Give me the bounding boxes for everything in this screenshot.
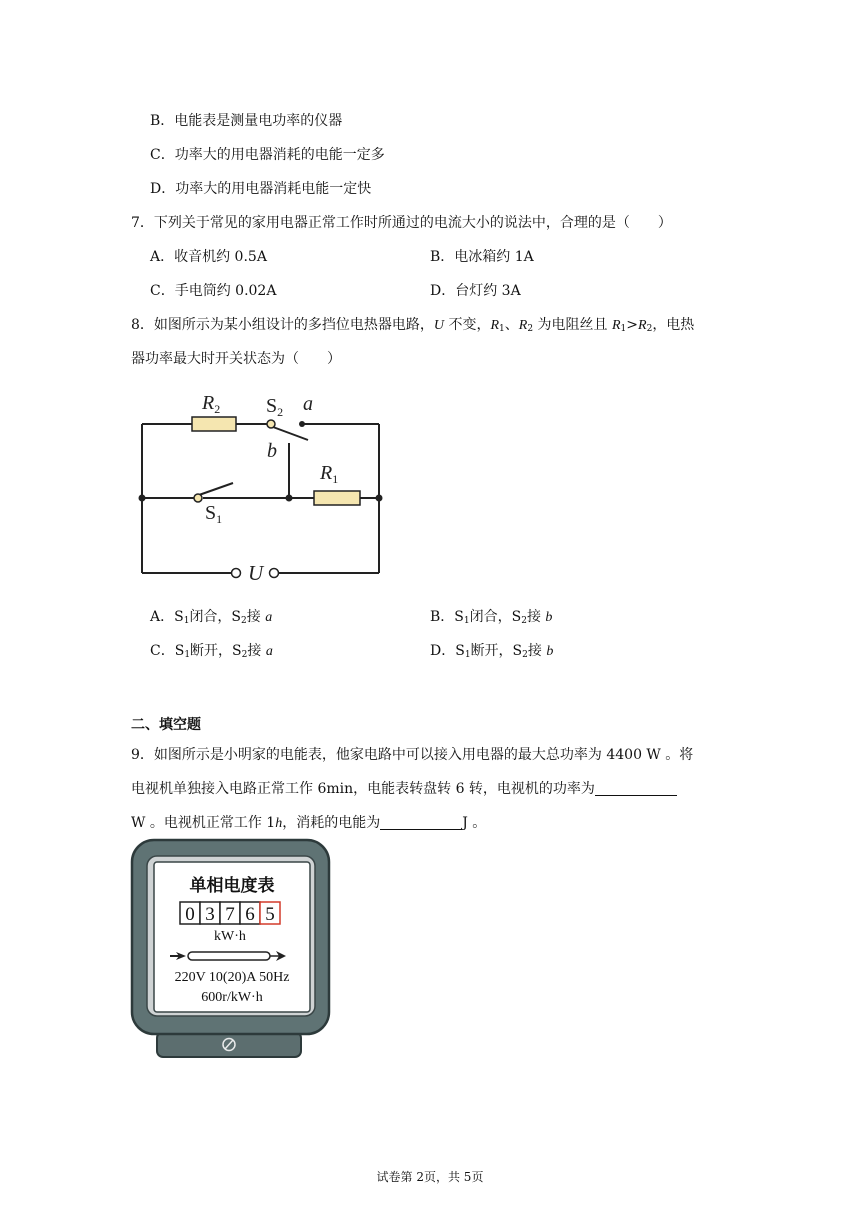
option-contact: a bbox=[265, 610, 273, 625]
option-prefix: A．S bbox=[150, 609, 184, 625]
q9-line3-part2: ，消耗的电能为 bbox=[282, 815, 381, 831]
q8-r2-compare: R bbox=[638, 318, 647, 333]
circuit-diagram bbox=[130, 385, 400, 585]
label-r1: $R_1$ bbox=[320, 462, 339, 486]
label-a: a bbox=[303, 393, 313, 415]
option-post: 接 bbox=[247, 643, 266, 659]
q8-stem-part4: ，电热 bbox=[652, 317, 695, 333]
s2-terminal bbox=[267, 420, 275, 428]
option-prefix: B．S bbox=[430, 609, 464, 625]
q7-option-d: D．台灯约 3A bbox=[430, 283, 521, 299]
meter-digit: 6 bbox=[245, 904, 255, 925]
option-middle: 断开，S bbox=[470, 643, 523, 659]
meter-digit: 7 bbox=[225, 904, 235, 925]
q9-line3-part1: W 。电视机正常工作 1 bbox=[131, 815, 276, 831]
option-sub: 2 bbox=[241, 616, 247, 626]
q8-r1-compare: R bbox=[611, 318, 621, 333]
option-post: 接 bbox=[246, 609, 266, 625]
junction-dot bbox=[139, 495, 146, 502]
meter-digit: 0 bbox=[185, 904, 195, 925]
q7-option-a: A．收音机约 0.5A bbox=[150, 249, 267, 265]
resistor-r2 bbox=[192, 417, 236, 431]
q7-option-b: B．电冰箱约 1A bbox=[430, 249, 534, 265]
q6-option-c: C．功率大的用电器消耗的电能一定多 bbox=[150, 147, 385, 163]
option-prefix: C．S bbox=[150, 643, 185, 659]
meter-spec-rating: 220V 10(20)A 50Hz bbox=[174, 970, 290, 985]
q9-line1: 9．如图所示是小明家的电能表，他家电路中可以接入用电器的最大总功率为 4400 W 。将 bbox=[131, 747, 694, 763]
option-sub: 2 bbox=[241, 650, 248, 660]
option-contact: b bbox=[546, 644, 554, 659]
answer-blank-energy[interactable] bbox=[380, 815, 462, 830]
q8-stem-part3: 为电阻丝且 bbox=[533, 317, 612, 333]
q8-stem-part2: 不变， bbox=[444, 317, 491, 333]
option-post: 接 bbox=[526, 609, 546, 625]
resistor-r1 bbox=[314, 491, 360, 505]
q7-stem: 7．下列关于常见的家用电器正常工作时所通过的电流大小的说法中，合理的是（ ） bbox=[131, 215, 672, 231]
q8-r2-compare-sub: 2 bbox=[646, 324, 653, 334]
meter-digit: 3 bbox=[205, 904, 215, 925]
q8-stem-part1: 8．如图所示为某小组设计的多挡位电热器电路， bbox=[131, 317, 434, 333]
q9-line3 bbox=[131, 813, 486, 834]
q8-stem-line2: 器功率最大时开关状态为（ ） bbox=[131, 351, 341, 367]
meter-title: 单相电度表 bbox=[189, 876, 275, 896]
q8-gt-sign: > bbox=[626, 317, 639, 333]
option-contact: a bbox=[265, 644, 273, 659]
q8-option-b bbox=[430, 607, 552, 631]
q8-r1-sub: 1 bbox=[499, 324, 505, 334]
q9-line2-text: 电视机单独接入电路正常工作 6min，电能表转盘转 6 转，电视机的功率为 bbox=[131, 781, 595, 797]
q8-stem-line1 bbox=[131, 315, 694, 339]
voltage-terminal-left bbox=[232, 569, 241, 578]
q6-option-b: B．电能表是测量电功率的仪器 bbox=[150, 113, 343, 129]
label-u: U bbox=[248, 561, 264, 585]
q6-option-d: D．功率大的用电器消耗电能一定快 bbox=[150, 181, 372, 197]
q8-r1-compare-sub: 1 bbox=[620, 324, 627, 334]
page-footer: 试卷第 2页，共 5页 bbox=[376, 1170, 484, 1184]
q8-separator: 、 bbox=[504, 317, 519, 333]
q9-hour-symbol: h bbox=[275, 816, 283, 831]
q8-r2-symbol: R bbox=[518, 318, 528, 333]
q8-voltage-symbol: U bbox=[433, 318, 445, 333]
q8-r1-symbol: R bbox=[490, 318, 500, 333]
label-s2: $S_2$ bbox=[266, 395, 284, 419]
option-sub: 1 bbox=[464, 650, 471, 660]
option-post: 接 bbox=[527, 643, 547, 659]
option-sub: 2 bbox=[521, 616, 527, 626]
option-prefix: D．S bbox=[430, 643, 465, 659]
section-title-fill-blank: 二、填空题 bbox=[131, 717, 201, 733]
option-sub: 1 bbox=[184, 650, 191, 660]
energy-meter bbox=[128, 836, 334, 1062]
label-s1: $S_1$ bbox=[205, 502, 223, 526]
junction-dot bbox=[286, 495, 293, 502]
label-r2: $R_2$ bbox=[202, 392, 221, 416]
q7-option-c: C．手电筒约 0.02A bbox=[150, 283, 277, 299]
junction-dot bbox=[376, 495, 383, 502]
q8-option-a bbox=[150, 607, 272, 631]
option-contact: b bbox=[545, 610, 553, 625]
meter-unit: kW·h bbox=[214, 929, 246, 944]
q8-option-c bbox=[150, 641, 273, 665]
q8-r2-sub: 2 bbox=[527, 324, 534, 334]
option-sub: 2 bbox=[522, 650, 528, 660]
option-middle: 闭合，S bbox=[469, 609, 522, 625]
meter-spec-constant: 600r/kW·h bbox=[201, 990, 263, 1005]
voltage-terminal-right bbox=[270, 569, 279, 578]
s1-terminal bbox=[194, 494, 202, 502]
q8-option-d bbox=[430, 641, 553, 665]
q9-line3-part3: J 。 bbox=[462, 815, 487, 831]
contact-a-dot bbox=[299, 421, 305, 427]
option-sub: 1 bbox=[463, 616, 470, 626]
q9-line2 bbox=[131, 779, 677, 799]
answer-blank-power[interactable] bbox=[595, 781, 677, 796]
meter-digit-decimal: 5 bbox=[265, 904, 275, 925]
option-sub: 1 bbox=[183, 616, 190, 626]
option-middle: 闭合，S bbox=[189, 609, 242, 625]
label-b: b bbox=[267, 440, 277, 462]
option-middle: 断开，S bbox=[190, 643, 242, 659]
